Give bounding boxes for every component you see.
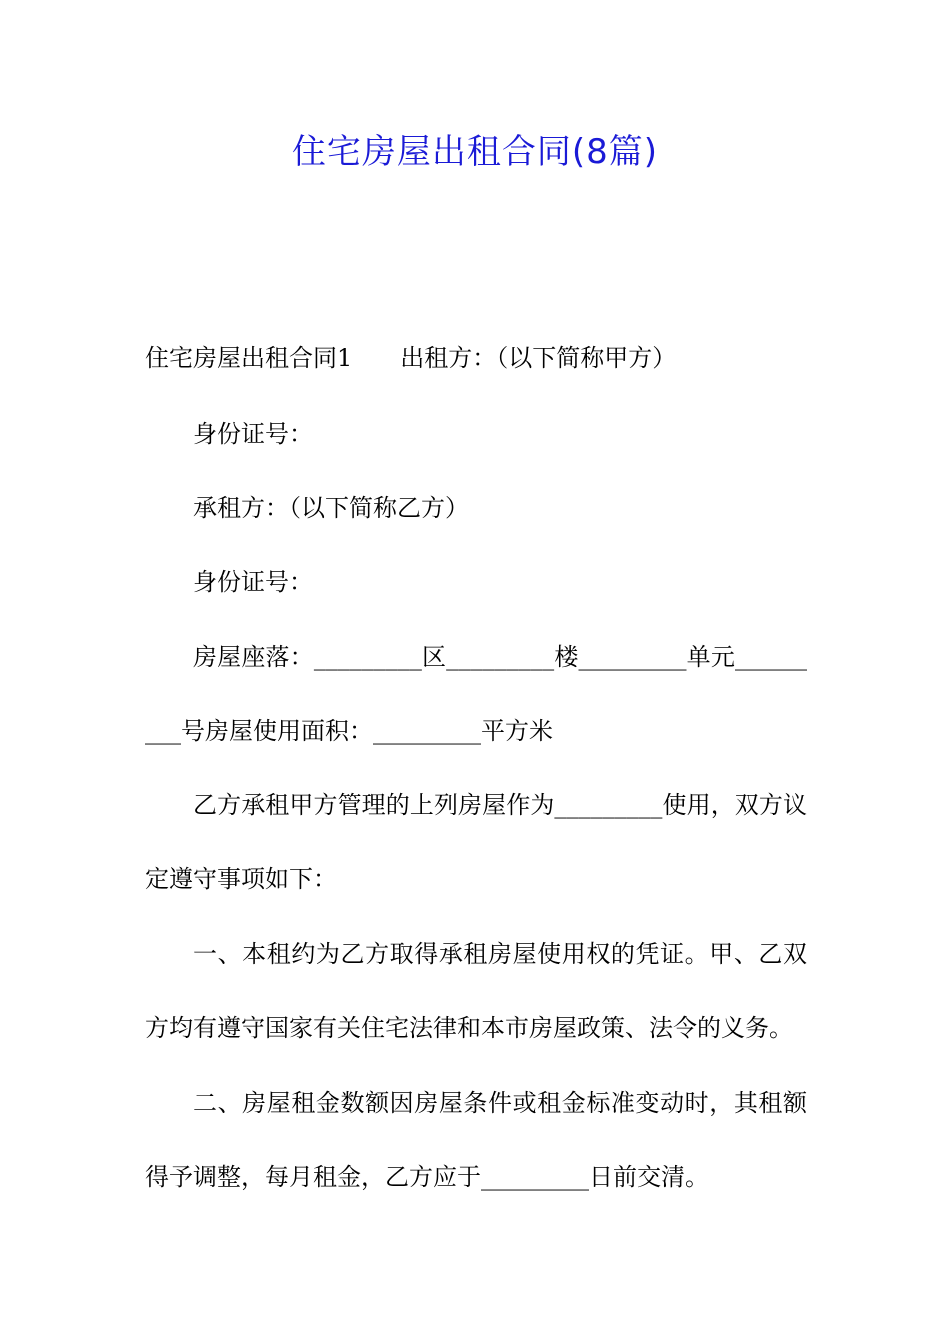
lessee-id-line: 身份证号： (193, 568, 313, 596)
house-area-line: ___号房屋使用面积：_________平方米 (145, 717, 553, 745)
clause-one-line: 一、本租约为乙方取得承租房屋使用权的凭证。甲、乙双 (193, 940, 807, 968)
lessor-id-line: 身份证号： (193, 420, 313, 448)
clause-one-continuation: 方均有遵守国家有关住宅法律和本市房屋政策、法令的义务。 (145, 1014, 793, 1042)
usage-clause-line: 乙方承租甲方管理的上列房屋作为_________使用，双方议 (193, 791, 807, 819)
contract-heading-line: 住宅房屋出租合同1 出租方：（以下简称甲方） (145, 344, 677, 372)
lessee-line: 承租方：（以下简称乙方） (193, 494, 469, 522)
document-title: 住宅房屋出租合同(8篇) (291, 132, 659, 172)
usage-clause-continuation: 定遵守事项如下： (145, 865, 337, 893)
house-location-line: 房屋座落：_________区_________楼_________单元______ (193, 643, 807, 671)
clause-two-line: 二、房屋租金数额因房屋条件或租金标准变动时，其租额 (193, 1089, 807, 1117)
clause-two-continuation: 得予调整，每月租金，乙方应于_________日前交清。 (145, 1163, 709, 1191)
